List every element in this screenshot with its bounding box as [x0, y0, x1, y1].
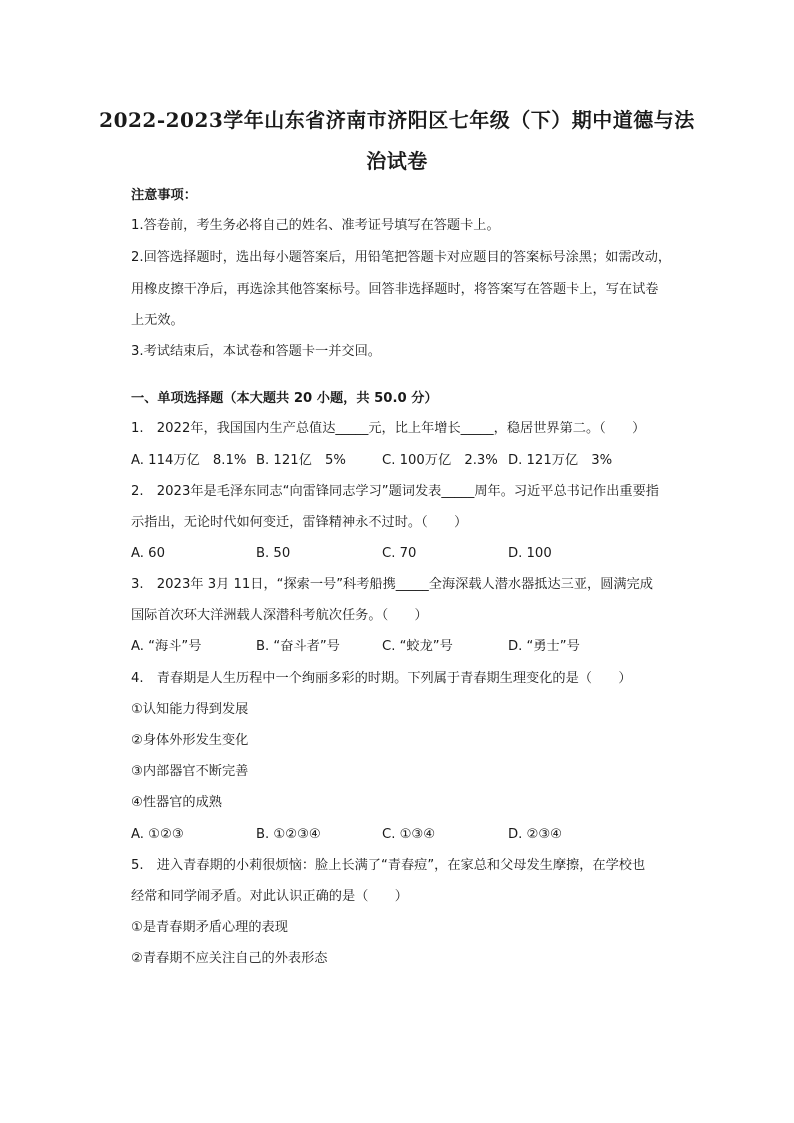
- notice-heading: 注意事项：: [131, 188, 197, 203]
- notice-item: 1.答卷前，考生务必将自己的姓名、准考证号填写在答题卡上。: [131, 218, 500, 233]
- question-2-stem: 2. 2023年是毛泽东同志“向雷锋同志学习”题词发表_____周年。习近平总书记作出重要指: [131, 484, 659, 499]
- question-4-option-d: D. ②③④: [508, 827, 563, 842]
- notice-item: 2.回答选择题时，选出每小题答案后，用铅笔把答题卡对应题目的答案标号涂黑；如需改动，: [131, 250, 672, 265]
- question-3-option-c: C. “蛟龙”号: [382, 639, 453, 654]
- question-2-option-b: B. 50: [256, 546, 291, 561]
- question-2-stem: 示指出，无论时代如何变迁，雷锋精神永不过时。（ ）: [131, 515, 468, 530]
- exam-title-line-1: 2022-2023学年山东省济南市济阳区七年级（下）期中道德与法: [99, 108, 695, 132]
- question-4-statement: ②身体外形发生变化: [131, 733, 249, 748]
- question-3-stem: 3. 2023年 3月 11日，“探索一号”科考船携_____全海深载人潜水器抵达三亚，圆满完成: [131, 577, 653, 592]
- question-1-option-a: A. 114万亿 8.1%: [131, 453, 247, 468]
- question-4-statement: ①认知能力得到发展: [131, 702, 249, 717]
- question-2-option-d: D. 100: [508, 546, 552, 561]
- question-4-statement: ④性器官的成熟: [131, 795, 222, 810]
- question-4-option-a: A. ①②③: [131, 827, 184, 842]
- question-3-option-b: B. “奋斗者”号: [256, 639, 340, 654]
- question-4-option-b: B. ①②③④: [256, 827, 321, 842]
- notice-item: 3.考试结束后，本试卷和答题卡一并交回。: [131, 344, 381, 359]
- question-2-option-a: A. 60: [131, 546, 165, 561]
- question-2-option-c: C. 70: [382, 546, 417, 561]
- question-4-option-c: C. ①③④: [382, 827, 436, 842]
- question-5-stem: 5. 进入青春期的小莉很烦恼：脸上长满了“青春痘”，在家总和父母发生摩擦，在学校也: [131, 858, 646, 873]
- question-3-stem: 国际首次环大洋洲载人深潜科考航次任务。（ ）: [131, 608, 428, 623]
- question-5-stem: 经常和同学闹矛盾。对此认识正确的是（ ）: [131, 889, 408, 904]
- question-3-option-d: D. “勇士”号: [508, 639, 580, 654]
- question-1-stem: 1. 2022年，我国国内生产总值达_____元，比上年增长_____，稳居世界第二。（ ）: [131, 421, 646, 436]
- notice-item: 用橡皮擦干净后，再选涂其他答案标号。回答非选择题时，将答案写在答题卡上，写在试卷: [131, 282, 659, 297]
- question-3-option-a: A. “海斗”号: [131, 639, 202, 654]
- question-4-stem: 4. 青春期是人生历程中一个绚丽多彩的时期。下列属于青春期生理变化的是（ ）: [131, 671, 632, 686]
- notice-item: 上无效。: [131, 313, 184, 328]
- exam-title-line-2: 治试卷: [366, 149, 428, 173]
- question-1-option-d: D. 121万亿 3%: [508, 453, 613, 468]
- question-4-statement: ③内部器官不断完善: [131, 764, 249, 779]
- question-5-statement: ②青春期不应关注自己的外表形态: [131, 951, 328, 966]
- question-1-option-c: C. 100万亿 2.3%: [382, 453, 498, 468]
- section-heading: 一、单项选择题（本大题共 20 小题，共 50.0 分）: [131, 391, 438, 406]
- question-5-statement: ①是青春期矛盾心理的表现: [131, 920, 288, 935]
- question-1-option-b: B. 121亿 5%: [256, 453, 346, 468]
